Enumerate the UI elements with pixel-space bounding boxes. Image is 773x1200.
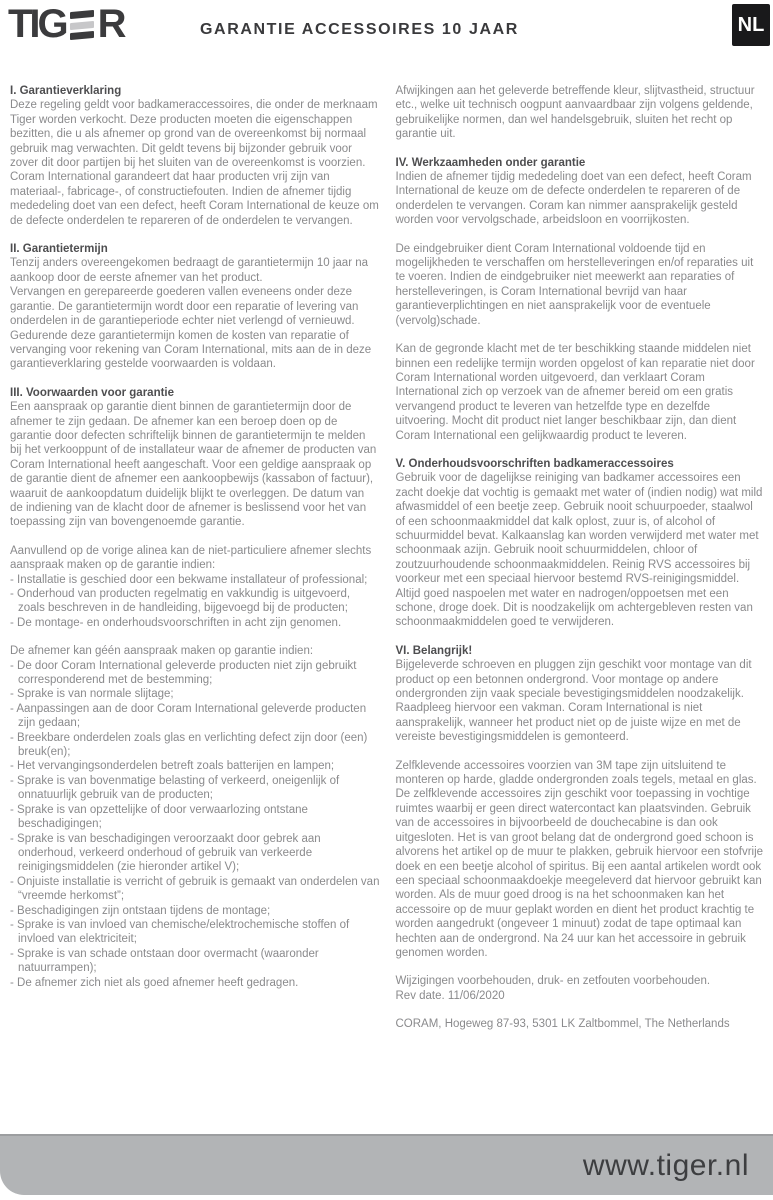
paragraph: Gedurende deze garantietermijn komen de kosten van reparatie of vervanging voor rekening van Coram International, mits aan de in deze garantieverklaring gestelde voorwaarden is voldaan. (10, 329, 372, 371)
list-item: - Het vervangingsonderdelen betreft zoals batterijen en lampen; (10, 760, 335, 773)
list-item: - Beschadigingen zijn ontstaan tijdens de montage; (10, 904, 271, 917)
list-item: - Installatie is geschied door een bekwame installateur of professional; (10, 573, 368, 586)
text-block (396, 84, 766, 142)
text-block (396, 759, 766, 961)
left-column (10, 84, 380, 1046)
list-item: - Sprake is van opzettelijke of door verwaarlozing ontstane beschadigingen; (10, 803, 308, 831)
list-item: - Breekbare onderdelen zoals glas en verlichting defect zijn door (een) breuk(en); (10, 731, 368, 759)
country-badge: NL (732, 4, 770, 46)
header (0, 0, 773, 80)
section-heading: IV. Werkzaamheden onder garantie (395, 156, 586, 169)
list-item: - Aanpassingen aan de door Coram International geleverde producten zijn gedaan; (10, 702, 367, 730)
right-column (396, 84, 766, 1046)
paragraph: Een aanspraak op garantie dient binnen de garantietermijn door de afnemer te zijn gedaan. De afnemer kan een beroep doen op de garantie door defecten schriftelijk binnen de garantietermijn te melden bij het verkooppunt of de installateur waar de afnemer de producten van Coram International heeft aangeschaft. Voor een geldige aanspraak op de garantie dient de afnemer een aankoopbewijs (kassabon of factuur), waaruit de aankoopdatum duidelijk blijkt te overleggen. De datum van de indiening van de klacht door de afnemer is beslissend voor het van toepassing zijn van bovengenoemde garantie. (10, 401, 377, 529)
paragraph: Gebruik voor de dagelijkse reiniging van badkamer accessoires een zacht doekje dat vochtig is gemaakt met water of (indien nodig) wat mild afwasmiddel of een beetje zeep. Gebruik nooit schuurpoeder, staalwol of een schoonmaakmiddel dat kalk oplost, zuur is, of alcohol of schuurmiddel bevat. Kalkaanslag kan worden verwijderd met water met schoonmaak azijn. Gebruik nooit schuurmiddelen, chloor of zoutzuurhoudende schoonmaakmiddelen. Reinig RVS accessoires bij voorkeur met een speciaal hiervoor bestemd RVS-reinigingsmiddel. Altijd goed naspoelen met water en nadrogen/oppoetsen met een schone, droge doek. Dit is noodzakelijk om achtergebleven resten van schoonmaakmiddelen goed te verwijderen. (395, 472, 763, 629)
logo-e-bar-bottom (70, 31, 94, 40)
text-block (396, 644, 766, 745)
text-block (396, 242, 766, 328)
section-heading: V. Onderhoudsvoorschriften badkameraccessoires (395, 457, 674, 470)
website-link[interactable]: www.tiger.nl (582, 1148, 749, 1182)
section-heading: II. Garantietermijn (10, 243, 108, 256)
section-heading: VI. Belangrijk! (395, 644, 473, 657)
list-item: - De door Coram International geleverde producten niet zijn gebruikt corresponderend met de bestemming; (10, 659, 357, 687)
tiger-logo (8, 3, 124, 45)
text-block (10, 544, 380, 630)
section-heading: I. Garantieverklaring (10, 85, 122, 97)
paragraph: Aanvullend op de vorige alinea kan de niet-particuliere afnemer slechts aanspraak maken op de garantie indien: (10, 544, 372, 572)
text-block (396, 974, 766, 1003)
logo-e-bars-icon (70, 11, 94, 39)
paragraph: Zelfklevende accessoires voorzien van 3M tape zijn uitsluitend te monteren op harde, gladde ondergronden zoals tegels, metaal en glas. De zelfklevende accessoires zijn geschikt voor toepassing in vochtige ruimtes waarbij er geen direct watercontact kan plaatsvinden. Gebruik van de accessoires in bijvoorbeeld de douchecabine is dan ook uitgesloten. Het is van groot belang dat de ondergrond goed schoon is alvorens het artikel op de muur te plakken, gebruik hiervoor een stofvrije doek en een beetje alcohol of spiritus. Bij een aantal artikelen wordt ook een speciaal schoonmaakdoekje meegeleverd dat hiervoor gebruikt kan worden. Als de muur goed droog is na het schoonmaken kan het accessoire op de muur geplakt worden en dient het product krachtig te worden aangedrukt (ongeveer 1 minuut) zodat de tape optimaal kan hechten aan de ondergrond. Na 24 uur kan het accessoire in gebruik genomen worden. (395, 759, 764, 959)
paragraph: Rev date. 11/06/2020 (395, 989, 505, 1002)
paragraph: Indien de afnemer tijdig mededeling doet van een defect, heeft Coram International de keuze om de defecte onderdelen te repareren of de onderdelen te vervangen. Coram kan nimmer aansprakelijk gesteld worden voor vervolgschade, arbeidsloon en voorrijkosten. (395, 171, 752, 227)
paragraph: Vervangen en gerepareerde goederen vallen eveneens onder deze garantie. De garantietermijn wordt door een reparatie of levering van onderdelen in de garantieperiode echter niet verlengd of vernieuwd. (10, 286, 359, 328)
text-block (10, 242, 380, 372)
page-title: GARANTIE ACCESSOIRES 10 JAAR (200, 21, 519, 38)
list-item: - Onderhoud van producten regelmatig en vakkundig is uitgevoerd, zoals beschreven in de handleiding, bijgevoegd bij de producten; (10, 588, 351, 615)
paragraph: De afnemer kan géén aanspraak maken op garantie indien: (10, 645, 314, 658)
logo-text-tig: TIG (8, 2, 66, 46)
list-item: - De montage- en onderhoudsvoorschriften in acht zijn genomen. (10, 616, 342, 629)
section-heading: III. Voorwaarden voor garantie (10, 386, 175, 399)
footer-bar (0, 1134, 773, 1195)
paragraph: Kan de gegronde klacht met de ter beschikking staande middelen niet binnen een redelijke termijn worden opgelost of kan reparatie niet door Coram International worden uitgevoerd, dan verklaart Coram International zich op verzoek van de afnemer bereid om een gratis vervangend product te leveren van hetzelfde type en dezelfde uitvoering. Mocht dit product niet langer beschikbaar zijn, dan dient Coram International een gelijkwaardig product te leveren. (395, 343, 755, 442)
list-item: - Sprake is van bovenmatige belasting of verkeerd, oneigenlijk of onnatuurlijk gebruik van de producten; (10, 774, 340, 802)
paragraph: Afwijkingen aan het geleverde betreffende kleur, slijtvastheid, structuur etc., welke uit technisch oogpunt aanvaardbaar zijn volgens geldende, gebruikelijke normen, dan wel handelsgebruik, sluiten het recht op garantie uit. (395, 85, 755, 141)
paragraph: CORAM, Hogeweg 87-93, 5301 LK Zaltbommel, The Netherlands (395, 1018, 730, 1031)
text-block (396, 156, 766, 228)
text-block (396, 342, 766, 443)
text-block (396, 1017, 766, 1031)
paragraph: Deze regeling geldt voor badkameraccessoires, die onder de merknaam Tiger worden verkocht. Deze producten moeten die eigenschappen bezitten, die u als afnemer op grond van de overeenkomst bij normaal gebruik mag verwachten. Dit geldt tevens bij bijzonder gebruik voor zover dit door partijen bij het sluiten van de overeenkomst is voorzien. Coram International garandeert dat haar producten vrij zijn van materiaal-, fabricage-, of constructiefouten. Indien de afnemer tijdig mededeling doet van een defect, heeft Coram International de keuze om de defecte onderdelen te repareren of de onderdelen te vervangen. (10, 99, 379, 227)
list-item: - Onjuiste installatie is verricht of gebruik is gemaakt van onderdelen van “vreemde herkomst”; (10, 875, 380, 903)
text-block (10, 386, 380, 530)
paragraph: De eindgebruiker dient Coram International voldoende tijd en mogelijkheden te verschaffen om herstelleveringen en/of reparaties uit te voeren. Indien de eindgebruiker niet meewerkt aan reparaties of herstelleveringen, is Coram International bevrijd van haar garantieverplichtingen en niet aansprakelijk voor de eventuele (vervolg)schade. (395, 242, 754, 327)
text-block (10, 84, 380, 228)
logo-text-r: R (97, 2, 124, 46)
list-item: - Sprake is van invloed van chemische/elektrochemische stoffen of invloed van elektriciteit; (10, 918, 350, 946)
paragraph: Wijzigingen voorbehouden, druk- en zetfouten voorbehouden. (395, 975, 711, 988)
paragraph: Bijgeleverde schroeven en pluggen zijn geschikt voor montage van dit product op een betonnen ondergrond. Voor montage op andere ondergronden zijn vaak speciale bevestigingsmiddelen noodzakelijk. Raadpleeg hiervoor een vakman. Coram International is niet aansprakelijk, wanneer het product niet op de juiste wijze en met de vereiste bevestigingsmiddelen is gemonteerd. (395, 659, 752, 744)
list-item: - Sprake is van beschadigingen veroorzaakt door gebrek aan onderhoud, verkeerd onderhoud of gebruik van verkeerde reinigingsmiddelen (zie hieronder artikel V); (10, 832, 321, 874)
list-item: - Sprake is van schade ontstaan door overmacht (waaronder natuurrampen); (10, 947, 319, 975)
text-block (396, 457, 766, 630)
list-item: - Sprake is van normale slijtage; (10, 688, 174, 701)
logo-e-bar-top (70, 10, 94, 19)
list-item: - De afnemer zich niet als goed afnemer heeft gedragen. (10, 976, 299, 989)
paragraph: Tenzij anders overeengekomen bedraagt de garantietermijn 10 jaar na aankoop door de eerste afnemer van het product. (10, 257, 369, 284)
document-body (10, 84, 765, 1046)
text-block (10, 644, 380, 990)
logo-e-bar-middle (70, 20, 94, 29)
